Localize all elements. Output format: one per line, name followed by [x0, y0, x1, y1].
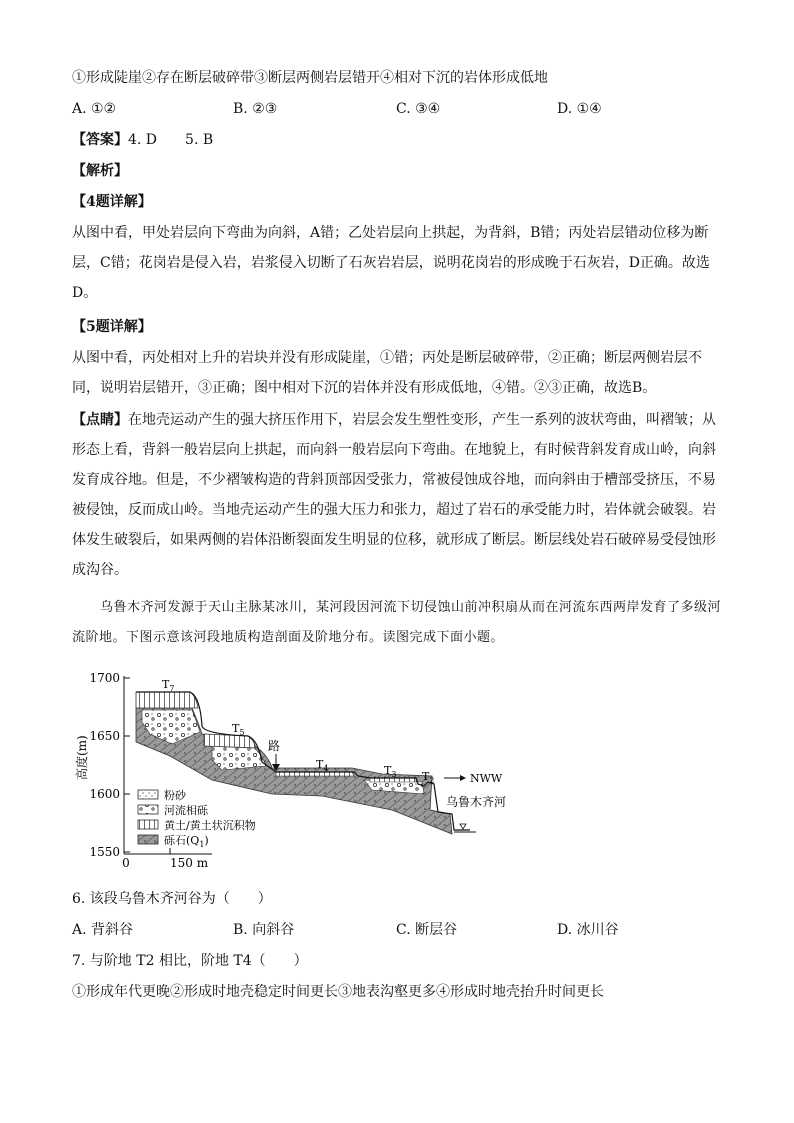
- q5-statements: ①形成陡崖②存在断层破碎带③断层两侧岩层错开④相对下沉的岩体形成低地: [72, 70, 548, 86]
- answer-line: [72, 130, 213, 150]
- terrace-label-t3: $T_3$: [384, 764, 397, 779]
- q4-explanation: 从图中看，甲处岩层向下弯曲为向斜，A错；乙处岩层向上拱起，为背斜，B错；丙处岩层错动位移为断层，C错；花岗岩是侵入岩，岩浆侵入切断了石灰岩岩层，说明花岗岩的形成晚于石灰岩，D正确。故选D。: [72, 225, 710, 301]
- y-tick-label-1550: 1550: [89, 845, 120, 859]
- intro-paragraph: 乌鲁木齐河发源于天山主脉某冰川，某河段因河流下切侵蚀山前冲积扇从而在河流东西两岸发育了多级河流阶地。下图示意该河段地质构造剖面及阶地分布。读图完成下面小题。: [72, 600, 722, 645]
- q6-option-b: B. 向斜谷: [233, 922, 295, 938]
- terrace-label-t4: $T_4$: [316, 758, 329, 773]
- legend-swatch-pebble: [138, 805, 158, 814]
- y-tick-label-1700: 1700: [89, 671, 120, 685]
- q7-statements: ①形成年代更晚②形成时地壳稳定时间更长③地表沟壑更多④形成时地壳抬升时间更长: [72, 984, 604, 1000]
- direction-arrow-head: [460, 775, 466, 781]
- tip-paragraph: [72, 405, 724, 585]
- river-label: 乌鲁木齐河: [446, 795, 507, 809]
- q5-option-c: C. ③④: [396, 101, 441, 117]
- q5-heading: 【5题详解】: [72, 319, 152, 335]
- y-tick-label-1650: 1650: [89, 729, 120, 743]
- legend-label-silt: 粉砂: [164, 789, 186, 802]
- loess-t7: [136, 692, 198, 708]
- legend-swatch-silt: [138, 790, 158, 799]
- q7-stem: 7. 与阶地 T2 相比，阶地 T4（ ）: [72, 953, 308, 969]
- geology-cross-section: [72, 662, 532, 872]
- q5-option-d: D. ①④: [557, 101, 602, 117]
- legend-label-gravel: 砾石$(Q_1)$: [164, 834, 209, 849]
- river-water-symbol: [460, 824, 466, 829]
- q5-option-a: A. ①②: [72, 101, 117, 117]
- answer-label: 【答案】: [72, 132, 128, 148]
- terrace-label-t2: $T_2$: [422, 770, 435, 785]
- terrace-label-t7: $T_7$: [162, 678, 175, 693]
- q4-heading: 【4题详解】: [72, 194, 152, 210]
- x-tick-label-150m: 150 m: [170, 856, 209, 870]
- legend-label-loess: 黄土/黄土状沉积物: [164, 819, 256, 832]
- q6-option-d: D. 冰川谷: [557, 922, 619, 938]
- legend-swatch-loess: [138, 820, 158, 829]
- tip-label: 【点睛】: [72, 412, 128, 428]
- legend-label-pebble: 河流相砾: [164, 804, 208, 817]
- answer-text: 4. D 5. B: [128, 132, 214, 148]
- legend-swatch-gravel: [138, 835, 158, 844]
- direction-label: NWW: [470, 772, 503, 785]
- x-tick-label-0: 0: [122, 856, 130, 870]
- q6-option-a: A. 背斜谷: [72, 922, 134, 938]
- y-axis-label: 高度(m): [75, 735, 89, 780]
- analysis-label: 【解析】: [72, 163, 128, 179]
- q5-explanation: 从图中看，丙处相对上升的岩块并没有形成陡崖，①错；丙处是断层破碎带，②正确；断层两侧岩层不同，说明岩层错开，③正确；图中相对下沉的岩体并没有形成低地，④错。②③正确，故选B。: [72, 350, 702, 396]
- q5-option-b: B. ②③: [233, 101, 278, 117]
- y-tick-label-1600: 1600: [89, 787, 120, 801]
- road-label: 路: [268, 739, 281, 753]
- legend: [138, 788, 256, 849]
- q6-option-c: C. 断层谷: [396, 922, 458, 938]
- q6-stem: 6. 该段乌鲁木齐河谷为（ ）: [72, 891, 272, 907]
- tip-text: 在地壳运动产生的强大挤压作用下，岩层会发生塑性变形，产生一系列的波状弯曲，叫褶皱；从形态上看，背斜一般岩层向上拱起，而向斜一般岩层向下弯曲。在地貌上，有时候背斜发育成山岭，向斜发育成谷地。但是，不少褶皱构造的背斜顶部因受张力，常被侵蚀成谷地，而向斜由于槽部受挤压，不易被侵蚀，反而成山岭。当地壳运动产生的强大压力和张力，超过了岩石的承受能力时，岩体就会破裂。岩体发生破裂后，如果两侧的岩体沿断裂面发生明显的位移，就形成了断层。断层线处岩石破碎易受侵蚀形成沟谷。: [72, 412, 716, 578]
- terrace-label-t5: $T_5$: [232, 722, 245, 737]
